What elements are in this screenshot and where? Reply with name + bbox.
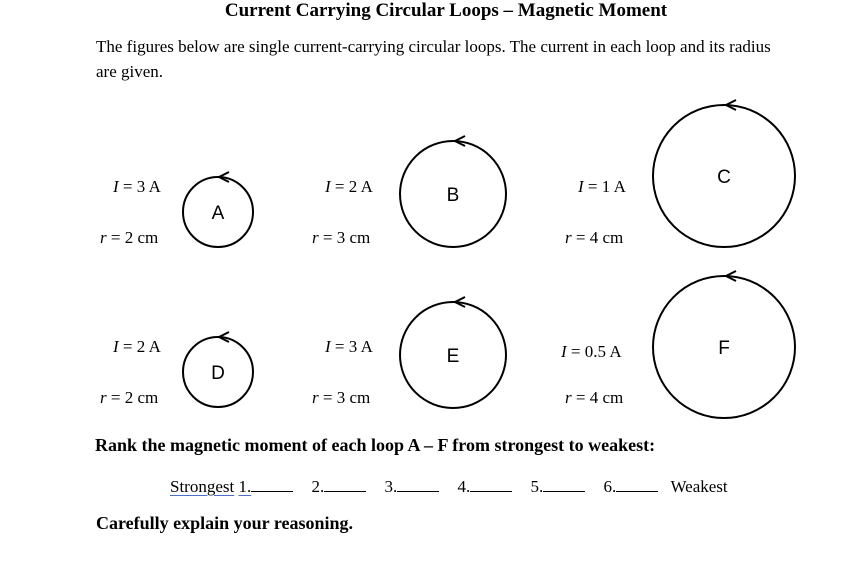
loop-e-current: I = 3 A — [325, 337, 373, 356]
loop-b-letter: B — [446, 185, 460, 206]
intro-paragraph: The figures below are single current-carrying circular loops. The current in each loop and its radius are given. — [96, 37, 771, 81]
loop-c-current: I = 1 A — [578, 177, 626, 196]
loop-a-radius: r = 2 cm — [100, 228, 159, 247]
loop-c-letter: C — [717, 167, 731, 188]
loop-f-radius: r = 4 cm — [565, 388, 624, 407]
rank-slot-3-blank[interactable] — [397, 474, 439, 492]
rank-slot-6-blank[interactable] — [616, 474, 658, 492]
loop-b-current: I = 2 A — [325, 177, 373, 196]
rank-slot-5-label: 5. — [530, 477, 544, 496]
loop-f-current: I = 0.5 A — [561, 342, 622, 361]
loop-b — [400, 136, 506, 247]
strongest-label: Strongest — [170, 477, 235, 496]
explain-prompt: Carefully explain your reasoning. — [96, 513, 354, 533]
loop-c — [653, 100, 795, 247]
loop-f-letter: F — [718, 338, 730, 359]
weakest-label: Weakest — [670, 477, 728, 496]
loop-d — [183, 332, 253, 407]
rank-slot-1-label: 1. — [238, 477, 252, 496]
loop-d-letter: D — [211, 363, 225, 384]
loop-d-radius: r = 2 cm — [100, 388, 159, 407]
loop-e — [400, 297, 506, 408]
page-title: Current Carrying Circular Loops – Magnetic Moment — [224, 0, 668, 21]
rank-slot-2-blank[interactable] — [324, 474, 366, 492]
rank-slot-4-blank[interactable] — [470, 474, 512, 492]
loop-d-current: I = 2 A — [113, 337, 161, 356]
rank-slot-5-blank[interactable] — [543, 474, 585, 492]
loop-c-radius: r = 4 cm — [565, 228, 624, 247]
loop-a — [183, 172, 253, 247]
rank-slot-2-label: 2. — [311, 477, 325, 496]
loop-b-radius: r = 3 cm — [312, 228, 371, 247]
rank-slot-6-label: 6. — [603, 477, 617, 496]
loop-a-current: I = 3 A — [113, 177, 161, 196]
loop-f — [653, 271, 795, 418]
loop-a-letter: A — [211, 203, 225, 224]
loop-e-letter: E — [446, 346, 460, 367]
rank-slot-4-label: 4. — [457, 477, 471, 496]
rank-slot-3-label: 3. — [384, 477, 398, 496]
ranking-question: Rank the magnetic moment of each loop A – F from strongest to weakest: — [95, 435, 656, 455]
loop-e-radius: r = 3 cm — [312, 388, 371, 407]
rank-slot-1-blank[interactable] — [251, 474, 293, 492]
ranking-row — [170, 474, 728, 497]
